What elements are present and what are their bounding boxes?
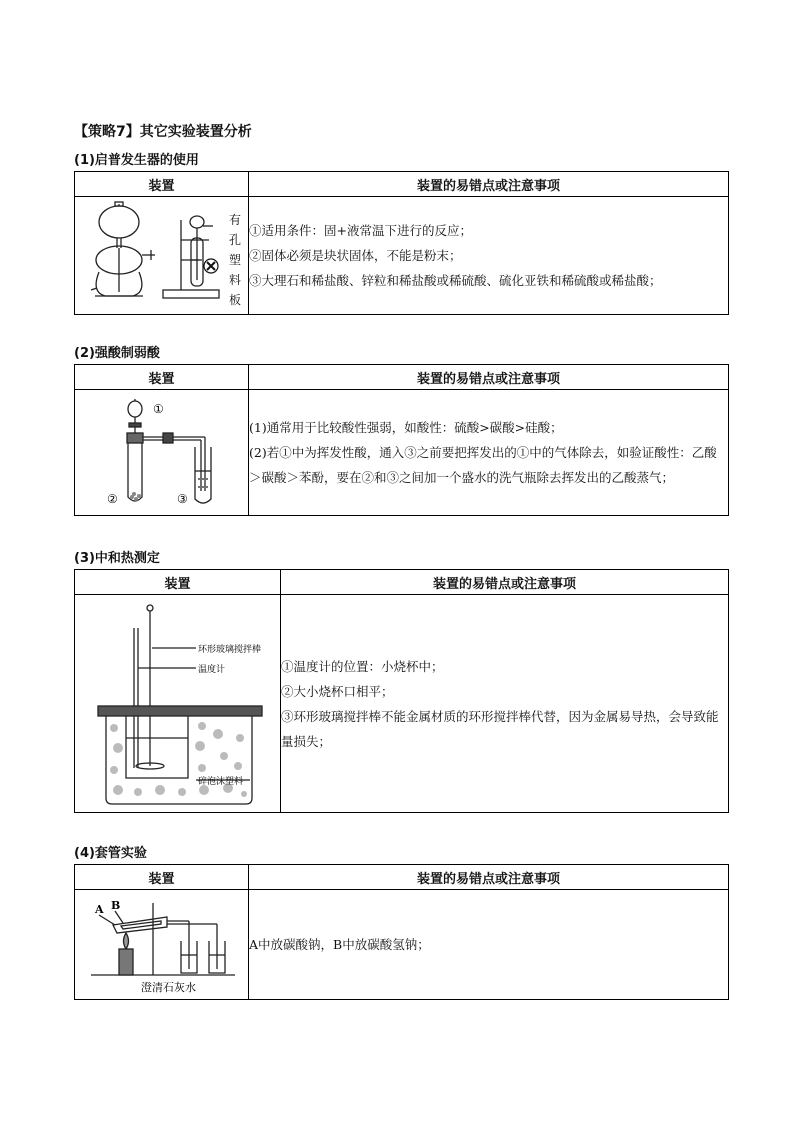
section-heading-tube: (4)套管实验 xyxy=(74,846,147,861)
acid-apparatus-cell xyxy=(75,390,249,516)
header-notes: 装置的易错点或注意事项 xyxy=(281,570,729,595)
table-acid xyxy=(74,364,729,516)
svg-text:塑: 塑 xyxy=(228,252,241,267)
perforated-plate-icon xyxy=(204,259,218,273)
note-item: ①适用条件：固+液常温下进行的反应； xyxy=(249,223,472,238)
nested-tube-diagram xyxy=(77,893,247,997)
tube-label: A xyxy=(94,902,104,916)
neutralization-heat-diagram xyxy=(78,598,278,810)
svg-text:孔: 孔 xyxy=(228,232,241,247)
heat-label: 碎泡沫塑料 xyxy=(197,776,243,787)
tube-apparatus-cell xyxy=(75,890,249,1000)
note-item: ③大理石和稀盐酸、锌粒和稀盐酸或稀硫酸、硫化亚铁和稀硫酸或稀盐酸； xyxy=(249,273,662,288)
header-notes: 装置的易错点或注意事项 xyxy=(249,172,729,197)
header-device: 装置 xyxy=(75,570,281,595)
note-item: A中放碳酸钠，B中放碳酸氢钠； xyxy=(249,937,430,952)
note-item: ①温度计的位置：小烧杯中； xyxy=(281,658,444,674)
table-kipp xyxy=(74,171,729,315)
kipp-apparatus-cell xyxy=(75,197,249,315)
note-item: (2)若①中为挥发性酸，通入③之前要把挥发出的①中的气体除去，如验证酸性：乙酸＞碳酸＞苯酚，要在②和③之间加一个盛水的洗气瓶除去挥发出的乙酸蒸气； xyxy=(249,445,717,485)
strong-acid-diagram xyxy=(77,393,247,513)
header-notes: 装置的易错点或注意事项 xyxy=(249,365,729,390)
note-item: ②大小烧杯口相平； xyxy=(281,683,394,699)
note-item: ②固体必须是块状固体，不能是粉末； xyxy=(249,248,462,263)
acid-label: ② xyxy=(106,491,118,506)
notes-heat xyxy=(281,595,729,813)
acid-label: ① xyxy=(152,401,164,416)
page-title: 【策略7】其它实验装置分析 xyxy=(74,124,252,140)
heat-label: 温度计 xyxy=(197,664,225,675)
section-heading-heat: (3)中和热测定 xyxy=(74,551,160,566)
heat-label: 环形玻璃搅拌棒 xyxy=(197,644,261,655)
tube-label: 澄清石灰水 xyxy=(140,980,196,994)
note-item: ③环形玻璃搅拌棒不能金属材质的环形搅拌棒代替，因为金属易导热，会导致能量损失； xyxy=(281,708,719,749)
svg-text:板: 板 xyxy=(228,292,241,307)
tube-label: B xyxy=(110,898,120,912)
notes-acid xyxy=(249,390,729,516)
header-device: 装置 xyxy=(75,172,249,197)
notes-tube xyxy=(249,890,729,1000)
svg-text:料: 料 xyxy=(228,272,241,287)
note-item: (1)通常用于比较酸性强弱，如酸性：硫酸>碳酸>硅酸； xyxy=(249,420,563,435)
table-tube xyxy=(74,864,729,1000)
notes-kipp xyxy=(249,197,729,315)
header-device: 装置 xyxy=(75,365,249,390)
acid-label: ③ xyxy=(176,491,188,506)
kipp-generator-diagram xyxy=(77,200,247,312)
header-device: 装置 xyxy=(75,865,249,890)
heat-apparatus-cell xyxy=(75,595,281,813)
table-heat xyxy=(74,569,729,813)
section-heading-kipp: (1)启普发生器的使用 xyxy=(74,153,199,168)
header-notes: 装置的易错点或注意事项 xyxy=(249,865,729,890)
section-heading-acid: (2)强酸制弱酸 xyxy=(74,346,160,361)
kipp-label-char: 有 xyxy=(228,212,241,227)
